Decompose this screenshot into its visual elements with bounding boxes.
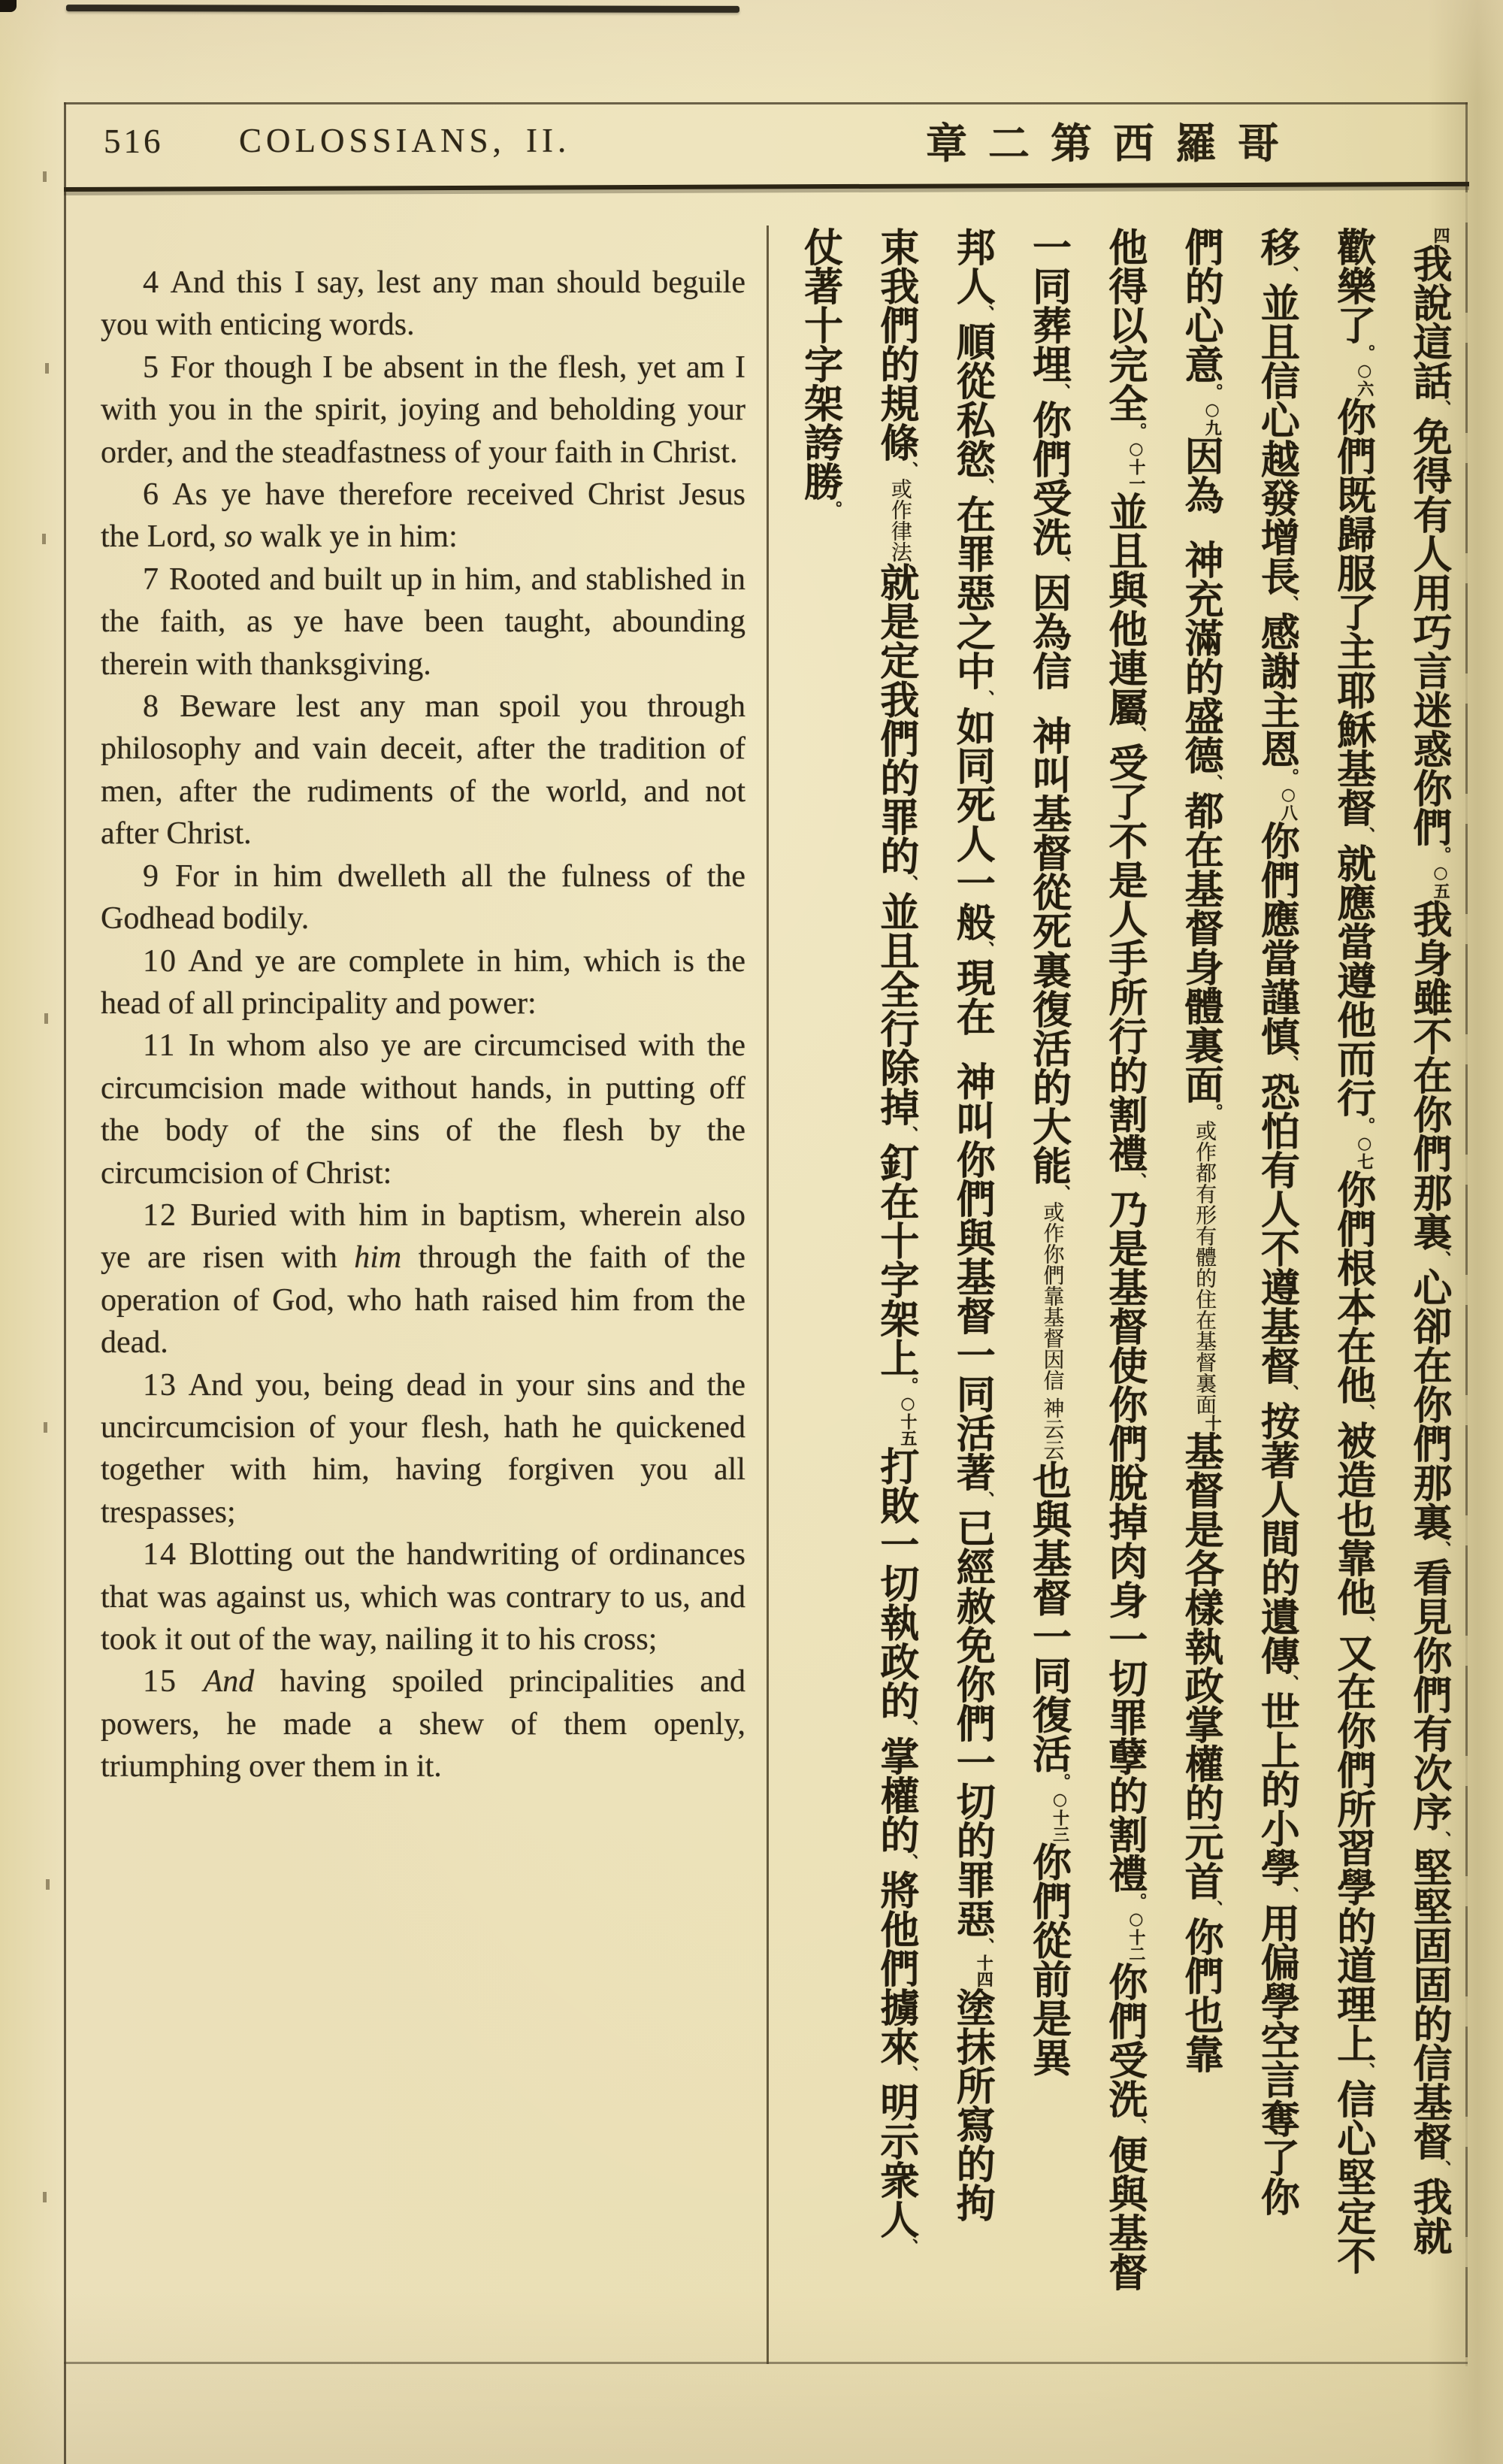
frame-rule-top [64,102,1468,104]
punctuation-mark: 。 [1356,344,1376,361]
verse-marker: 四 [1431,227,1450,244]
running-title-chinese: 章二第西羅哥 [926,121,1301,167]
verse-10: 10 And ye are complete in him, which is the head of all principality and power: [101,943,745,1021]
verse-12: 12 Buried with him in baptism, wherein also ye are risen with him through the faith of the operation of God, who hath raised him from the dead. [101,1197,745,1361]
punctuation-mark: 、 [1204,774,1224,791]
honorific-space [1199,514,1201,540]
punctuation-mark: 。 [1280,768,1300,785]
punctuation-mark: 、 [1280,1385,1300,1401]
verse-marker: ○十三 [1050,1789,1070,1842]
verse-marker: ○五 [1431,863,1450,899]
punctuation-mark: 、 [899,2238,919,2255]
chinese-column-6: 一同葬埋、你們受洗、因為信神叫基督從死裏復活的大能、或作你們靠基督因信 神云云也與基督一同復活。○十三你們從前是異 [1025,227,1072,2077]
punctuation-mark: 、 [1127,726,1148,743]
inline-note: 或作都有形有體的住在基督裏面 [1193,1120,1218,1415]
column-divider [767,226,769,2364]
chinese-column-5: 他得以完全。○十一並且與他連屬、受了不是人手所行的割禮、乃是基督使你們脫掉肉身一切罪孽的割禮。○十二你們受洗、便與基督 [1101,227,1148,2291]
verse-marker: ○十一 [1126,439,1146,492]
chinese-column-3: 移、並且信心越發增長、感謝主恩。○八你們應當謹慎、恐怕有人不遵基督、按著人間的遺傳、世上的小學、用偏學空言奪了你 [1254,227,1300,2216]
chinese-column-2: 歡樂了。○六你們既歸服了主耶穌基督、就應當遵他而行。○七你們根本在他、被造也靠他、又在你們所習學的道理上、信心堅定不 [1329,227,1376,2275]
punctuation-mark: 。 [1127,1893,1148,1909]
punctuation-mark: 。 [1204,383,1224,400]
punctuation-mark: 、 [1051,1185,1072,1201]
punctuation-mark: 、 [899,2066,919,2082]
punctuation-mark: 、 [1432,400,1452,416]
punctuation-mark: 、 [1432,1831,1452,1848]
punctuation-mark: 。 [1127,422,1148,439]
verse-number: 10 [143,943,177,979]
verse-number: 14 [143,1537,177,1573]
verse-marker: ○八 [1278,785,1299,821]
punctuation-mark: 、 [1432,2160,1452,2177]
verse-number: 15 [143,1664,177,1700]
scan-corner-blot [0,0,17,12]
honorific-space [971,1036,972,1061]
running-title-english: COLOSSIANS, II. [239,122,571,159]
verse-9: 9 For in him dwelleth all the fulness of the Godhead bodily. [101,858,745,937]
punctuation-mark: 、 [1356,2063,1376,2079]
punctuation-mark: 、 [1127,1173,1148,1189]
punctuation-mark: 、 [899,875,919,891]
scan-edge-smear [66,5,739,13]
verse-5: 5 For though I be absent in the flesh, yet am I with you in the spirit, joying and beholding your order, and the steadfastness of your faith in Christ. [101,350,745,470]
verse-number: 8 [143,689,160,725]
punctuation-mark: 、 [899,1126,919,1143]
verse-marker: ○六 [1354,361,1374,397]
verse-marker: ○十二 [1126,1909,1146,1962]
punctuation-mark: 。 [1432,846,1452,863]
chinese-column-9: 仗著十字架誇勝。 [797,227,843,517]
verse-number: 6 [143,477,160,513]
punctuation-mark: 、 [975,1491,996,1508]
chinese-text-block [782,227,1467,2366]
frame-rule-left [64,102,66,2464]
scan-edge-ticks [43,171,47,182]
punctuation-mark: 、 [975,941,996,958]
punctuation-mark: 、 [899,1854,919,1870]
punctuation-mark: 。 [1356,1117,1376,1134]
punctuation-mark: 、 [1432,1251,1452,1267]
verse-number: 4 [143,265,160,300]
header-separator-rule [64,182,1469,192]
honorific-space [1048,690,1049,716]
verse-marker: ○九 [1202,400,1223,436]
verse-number: 5 [143,350,160,385]
chinese-column-4: 們的心意。○九因為神充滿的盛德、都在基督身體裏面。或作都有形有體的住在基督裏面十基督是各樣執政掌權的元首、你們也靠 [1178,227,1224,2073]
punctuation-mark: 、 [899,1720,919,1736]
punctuation-mark: 。 [899,1377,919,1394]
verse-7: 7 Rooted and built up in him, and stablished in the faith, as ye have been taught, abounding therein with thanksgiving. [101,562,745,682]
punctuation-mark: 。 [1051,1772,1072,1790]
verse-number: 9 [143,858,160,894]
punctuation-mark: 、 [899,462,919,478]
punctuation-mark: 、 [1432,1541,1452,1557]
punctuation-mark: 、 [1127,2118,1148,2135]
punctuation-mark: 、 [1051,556,1072,573]
chinese-column-1: 四我說這話、免得有人用巧言迷惑你們。○五我身雖不在你們那裏、心卻在你們那裏、看見你們有次序、堅堅固固的信基督、我就 [1406,227,1452,2255]
chinese-column-8: 束我們的規條、或作律法就是定我們的罪的、並且全行除掉、釘在十字架上。○十五打敗一切執政的、掌權的、將他們擄來、明示衆人、 [872,227,919,2255]
verse-6: 6 As ye have therefore received Christ Jesus the Lord, so walk ye in him: [101,477,745,555]
verse-8: 8 Beware lest any man spoil you through philosophy and vain deceit, after the tradition of men, after the rudiments of the world, and not after Christ. [101,689,745,852]
punctuation-mark: 。 [1204,1103,1224,1120]
punctuation-mark: 、 [1280,1887,1300,1903]
verse-11: 11 In whom also ye are circumcised with the circumcision made without hands, in putting off the body of the sins of the flesh by the circumcision of Christ: [101,1028,745,1191]
punctuation-mark: 、 [1280,1675,1300,1691]
punctuation-mark: 、 [975,305,996,322]
verse-marker: 十四 [974,1954,994,1987]
punctuation-mark: 、 [975,690,996,707]
punctuation-mark: 、 [1356,1404,1376,1421]
verse-marker: ○十五 [897,1394,918,1446]
punctuation-mark: 、 [1356,1616,1376,1633]
punctuation-mark: 、 [1280,266,1300,283]
inline-note: 或作律法 [888,478,913,562]
inline-note: 或作你們靠基督因信 神云云 [1040,1201,1066,1461]
chinese-column-7: 邦人、順從私慾、在罪惡之中、如同死人一般、現在神叫你們與基督一同活著、已經赦免你們一切的罪惡、十四塗抹所寫的拘 [949,227,996,2222]
punctuation-mark: 。 [823,501,843,517]
verse-number: 12 [143,1197,177,1233]
punctuation-mark: 、 [1280,595,1300,612]
punctuation-mark: 、 [1280,1055,1300,1072]
verse-marker: ○七 [1354,1134,1374,1170]
verse-4: 4 And this I say, lest any man should beguile you with enticing words. [101,265,745,343]
verse-number: 13 [143,1367,177,1403]
verse-number: 11 [143,1028,177,1064]
page-number: 516 [104,123,164,160]
punctuation-mark: 、 [1356,827,1376,843]
punctuation-mark: 、 [1051,383,1072,400]
verse-14: 14 Blotting out the handwriting of ordinances that was against us, which was contrary to us, and took it out of the way, nailing it to his cross; [101,1537,745,1657]
punctuation-mark: 、 [975,1938,996,1954]
punctuation-mark: 、 [975,478,996,495]
english-text-column [101,262,745,1788]
punctuation-mark: 、 [1204,1900,1224,1917]
verse-15: 15 And having spoiled principalities and powers, he made a shew of them openly, triumphing over them in it. [101,1664,746,1784]
verse-13: 13 And you, being dead in your sins and the uncircumcision of your flesh, hath he quickened together with him, having forgiven you all trespasses; [101,1367,745,1530]
verse-marker: 十 [1202,1415,1223,1431]
verse-number: 7 [143,562,160,597]
